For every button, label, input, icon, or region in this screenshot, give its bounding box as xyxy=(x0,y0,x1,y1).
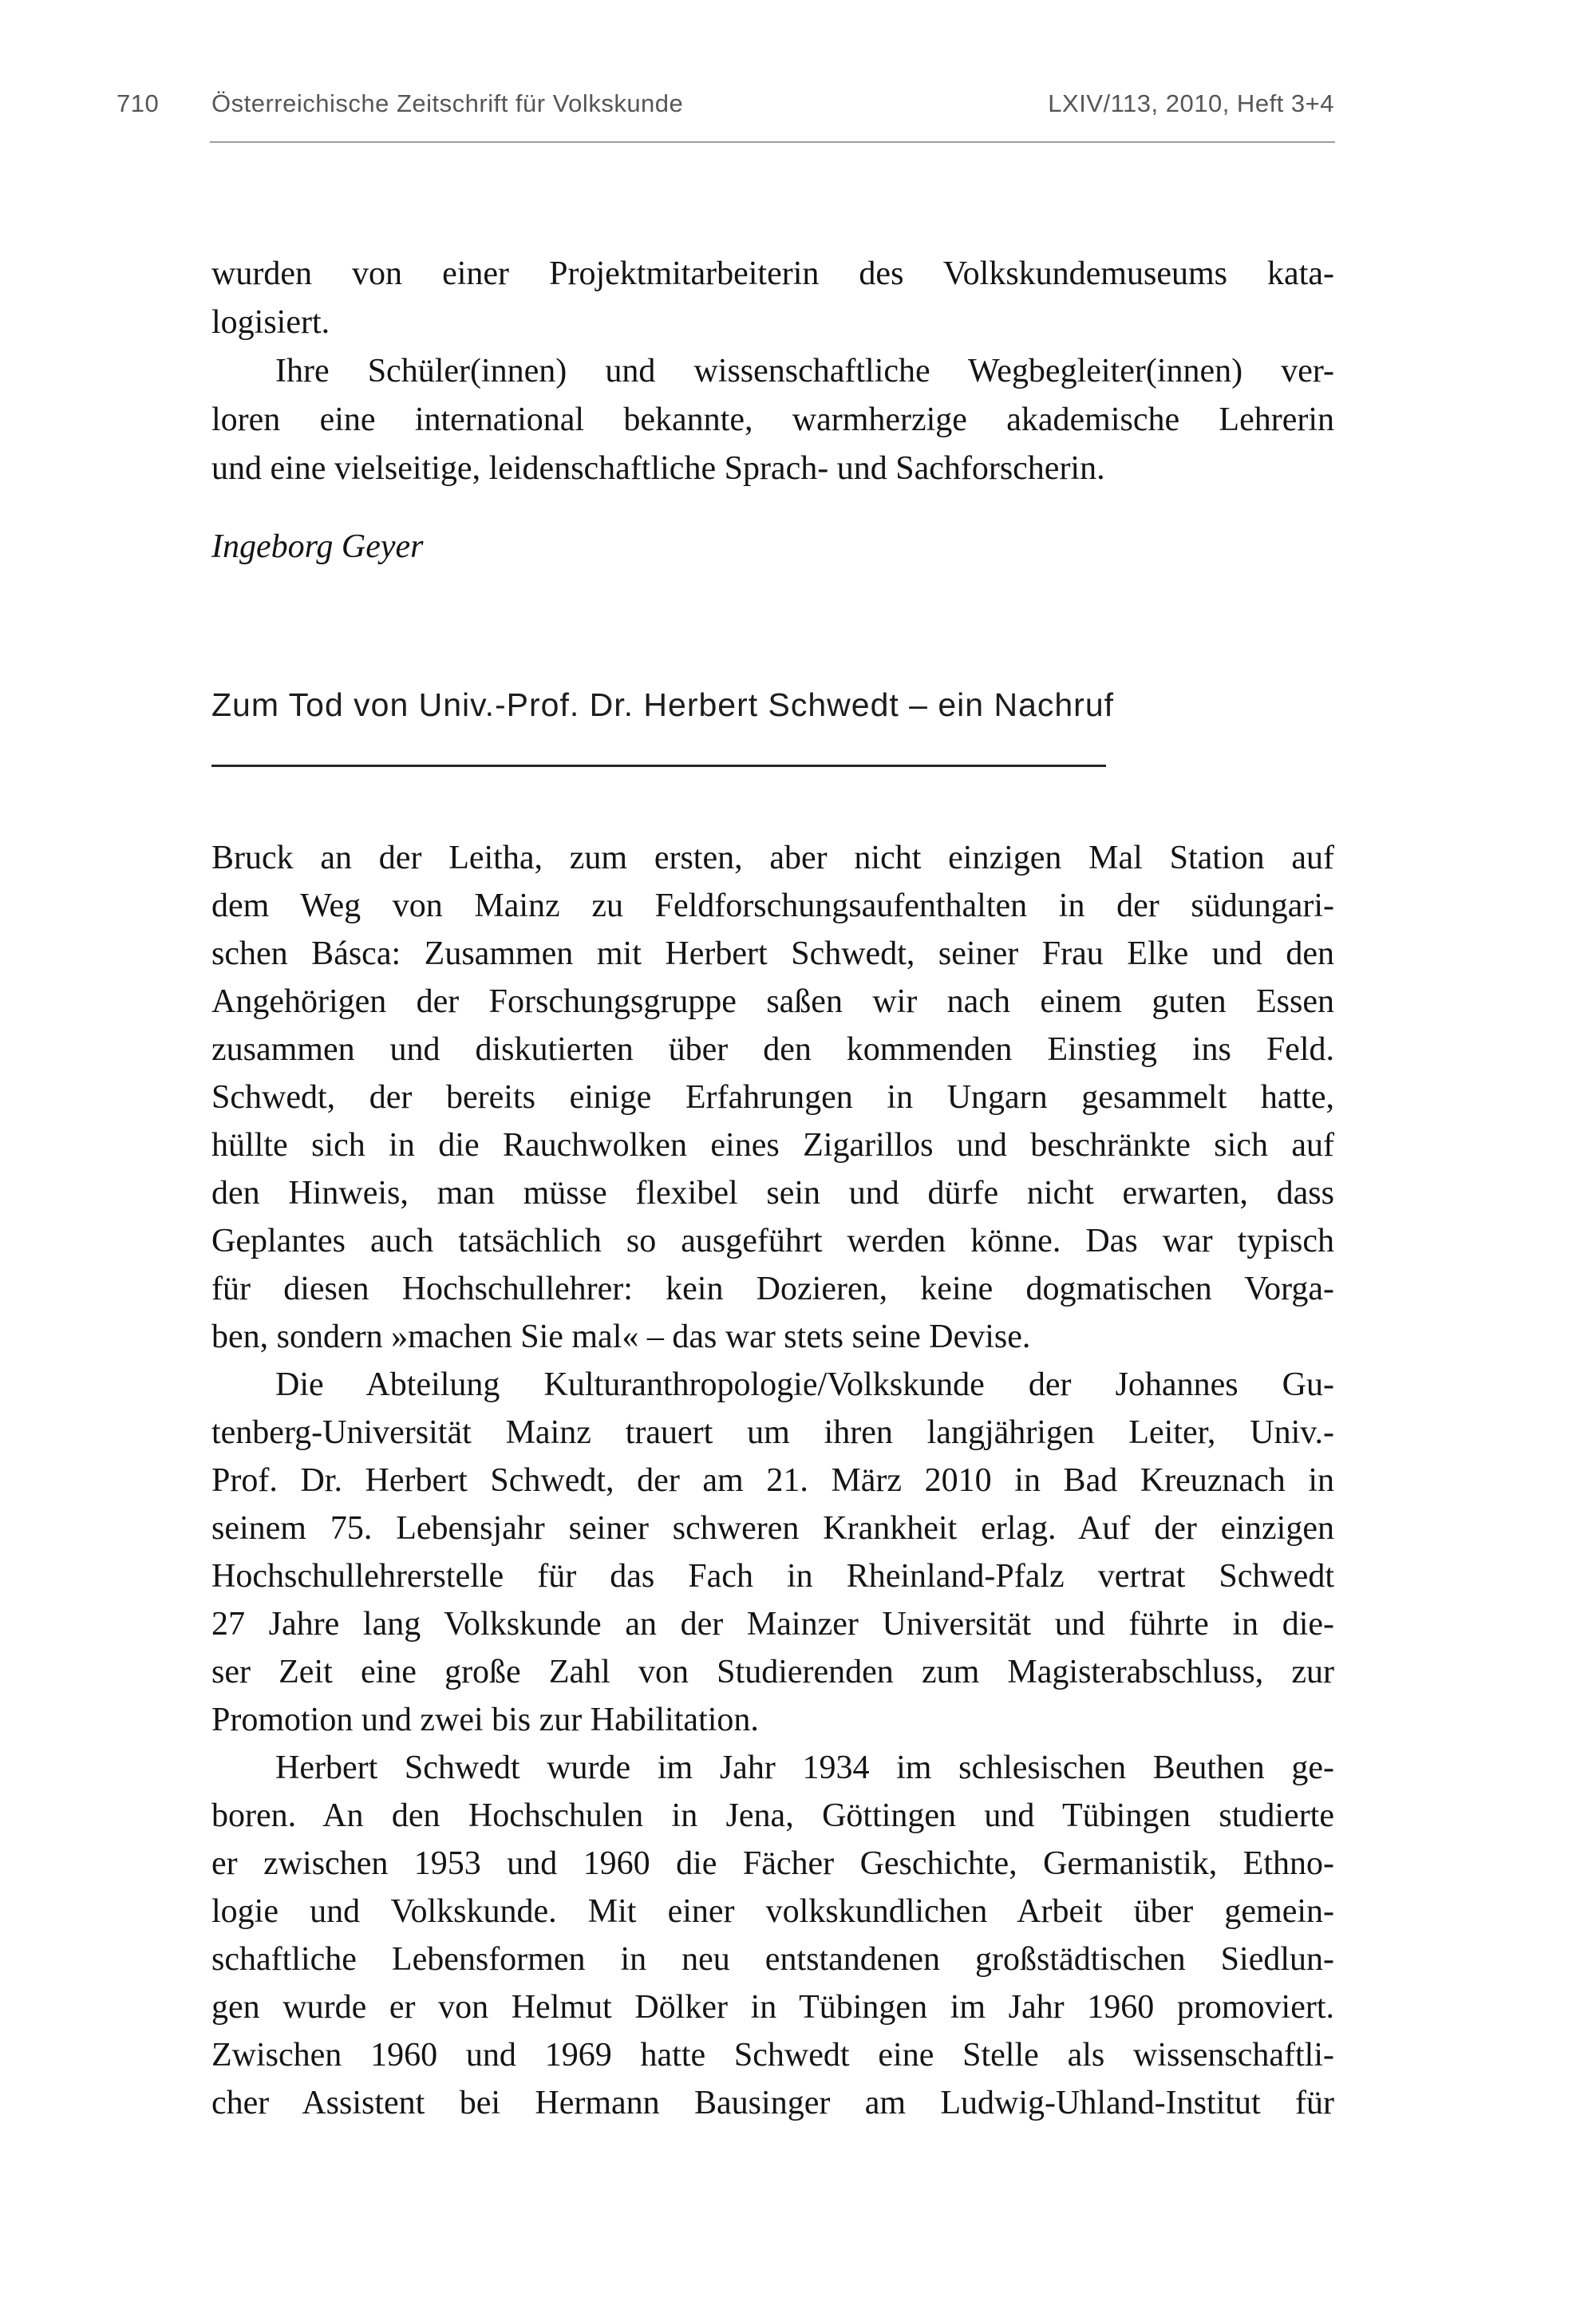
text-line: tenberg-Universität Mainz trauert um ihren langjährigen Leiter, Univ.- xyxy=(211,1414,1334,1451)
obituary-title: Zum Tod von Univ.-Prof. Dr. Herbert Schwedt – ein Nachruf xyxy=(211,686,1115,723)
closing-paragraphs xyxy=(211,250,1334,493)
paragraph xyxy=(211,1744,1334,2127)
text-line: logie und Volkskunde. Mit einer volkskundlichen Arbeit über gemein- xyxy=(211,1893,1334,1930)
author-name: Ingeborg Geyer xyxy=(211,528,424,565)
journal-title: Österreichische Zeitschrift für Volkskunde xyxy=(211,89,684,117)
text-line: den Hinweis, man müsse flexibel sein und dürfe nicht erwarten, dass xyxy=(211,1175,1334,1212)
page-number: 710 xyxy=(117,89,160,117)
text-line: Angehörigen der Forschungsgruppe saßen wir nach einem guten Essen xyxy=(211,983,1334,1020)
text-line: cher Assistent bei Hermann Bausinger am Ludwig-Uhland-Institut für xyxy=(211,2085,1334,2121)
text-line: loren eine international bekannte, warmherzige akademische Lehrerin xyxy=(211,401,1334,438)
text-line: ben, sondern »machen Sie mal« – das war stets seine Devise. xyxy=(211,1319,1031,1355)
running-head xyxy=(117,89,1334,118)
text-line: für diesen Hochschullehrer: kein Dozieren, keine dogmatischen Vorga- xyxy=(211,1271,1334,1307)
text-line: gen wurde er von Helmut Dölker in Tübingen im Jahr 1960 promoviert. xyxy=(211,1989,1334,2026)
title-rule xyxy=(211,765,1106,767)
text-line: Herbert Schwedt wurde im Jahr 1934 im schlesischen Beuthen ge- xyxy=(275,1750,1334,1786)
text-line: wurden von einer Projektmitarbeiterin des Volkskundemuseums kata- xyxy=(211,255,1334,292)
text-line: und eine vielseitige, leidenschaftliche Sprach- und Sachforscherin. xyxy=(211,450,1105,487)
text-line: Schwedt, der bereits einige Erfahrungen in Ungarn gesammelt hatte, xyxy=(211,1079,1334,1116)
text-line: er zwischen 1953 und 1960 die Fächer Geschichte, Germanistik, Ethno- xyxy=(211,1845,1334,1882)
text-line: 27 Jahre lang Volkskunde an der Mainzer Universität und führte in die- xyxy=(211,1606,1334,1643)
text-line: Die Abteilung Kulturanthropologie/Volkskunde der Johannes Gu- xyxy=(275,1366,1334,1403)
text-line: ser Zeit eine große Zahl von Studierenden zum Magisterabschluss, zur xyxy=(211,1654,1334,1690)
text-line: Hochschullehrerstelle für das Fach in Rheinland-Pfalz vertrat Schwedt xyxy=(211,1558,1334,1595)
text-line: schaftliche Lebensformen in neu entstandenen großstädtischen Siedlun- xyxy=(211,1941,1334,1978)
text-line: Promotion und zwei bis zur Habilitation. xyxy=(211,1702,759,1738)
text-line: Ihre Schüler(innen) und wissenschaftliche Wegbegleiter(innen) ver- xyxy=(275,353,1334,389)
text-line: boren. An den Hochschulen in Jena, Göttingen und Tübingen studierte xyxy=(211,1797,1334,1834)
text-line: schen Básca: Zusammen mit Herbert Schwedt, seiner Frau Elke und den xyxy=(211,935,1334,972)
text-line: logisiert. xyxy=(211,304,330,341)
text-line: zusammen und diskutierten über den kommenden Einstieg ins Feld. xyxy=(211,1031,1334,1068)
text-line: Bruck an der Leitha, zum ersten, aber nicht einzigen Mal Station auf xyxy=(211,840,1334,876)
paragraph xyxy=(211,347,1334,493)
obituary-body xyxy=(211,834,1334,2127)
paragraph xyxy=(211,250,1334,347)
text-line: dem Weg von Mainz zu Feldforschungsaufenthalten in der südungari- xyxy=(211,888,1334,924)
paragraph xyxy=(211,834,1334,1361)
text-line: Geplantes auch tatsächlich so ausgeführt werden könne. Das war typisch xyxy=(211,1223,1334,1259)
paragraph xyxy=(211,1361,1334,1744)
text-line: hüllte sich in die Rauchwolken eines Zigarillos und beschränkte sich auf xyxy=(211,1127,1334,1164)
header-rule xyxy=(210,141,1335,143)
issue-info: LXIV/113, 2010, Heft 3+4 xyxy=(1048,89,1334,117)
text-line: seinem 75. Lebensjahr seiner schweren Krankheit erlag. Auf der einzigen xyxy=(211,1510,1334,1547)
text-line: Prof. Dr. Herbert Schwedt, der am 21. März 2010 in Bad Kreuznach in xyxy=(211,1462,1334,1499)
text-line: Zwischen 1960 und 1969 hatte Schwedt eine Stelle als wissenschaftli- xyxy=(211,2037,1334,2074)
